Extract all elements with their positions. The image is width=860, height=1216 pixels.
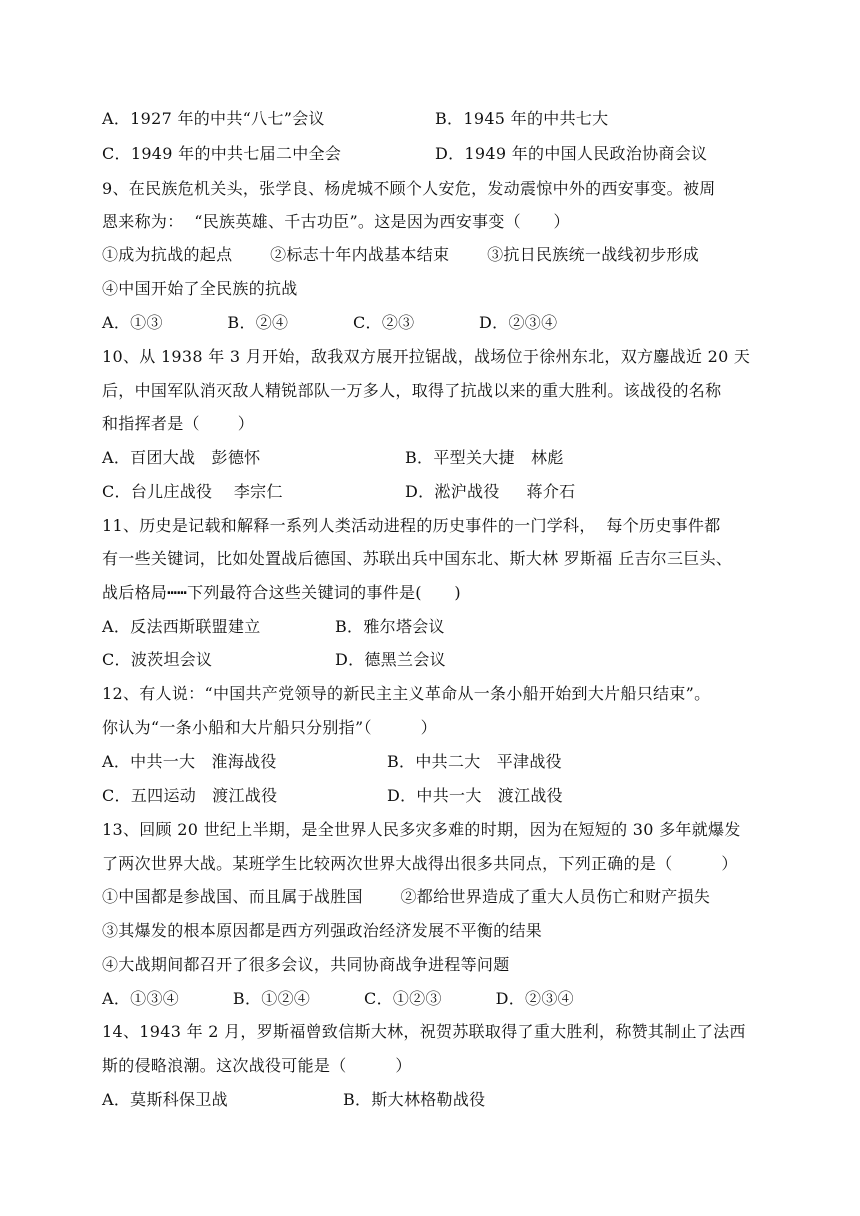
question-13-statement-3: ③其爆发的根本原因都是西方列强政治经济发展不平衡的结果	[102, 921, 543, 940]
question-14-text: 14、1943 年 2 月，罗斯福曾致信斯大林，祝贺苏联取得了重大胜利，称赞其制止了法西	[102, 1022, 746, 1041]
option-b: B．中共二大 平津战役	[387, 752, 562, 771]
option-d: D．德黑兰会议	[335, 650, 446, 669]
question-9-statement-4: ④中国开始了全民族的抗战	[102, 279, 298, 298]
option-a: A．百团大战 彭德怀	[102, 448, 261, 467]
question-13-options: A．①③④ B．①②④ C．①②③ D．②③④	[102, 989, 574, 1008]
question-10-options-cd	[102, 482, 576, 502]
question-13-statement-4: ④大战期间都召开了很多会议，共同协商战争进程等问题	[102, 955, 510, 974]
option-d: D．中共一大 渡江战役	[387, 786, 563, 805]
option-c: C．五四运动 渡江战役	[102, 786, 278, 805]
question-10-text: 10、从 1938 年 3 月开始，敌我双方展开拉锯战，战场位于徐州东北，双方鏖战近 20 天	[102, 347, 751, 366]
question-9-text-cont: 恩来称为： “民族英雄、千古功臣”。这是因为西安事变（ ）	[102, 212, 570, 231]
question-12-text: 12、有人说：“中国共产党领导的新民主主义革命从一条小船开始到大片船只结束”。	[102, 684, 711, 703]
option-b: B．平型关大捷 林彪	[405, 448, 564, 467]
option-d: D．淞沪战役 蒋介石	[405, 482, 576, 501]
question-11-text-end: 战后格局┅┅下列最符合这些关键词的事件是( )	[102, 583, 461, 602]
question-14-options-ab	[102, 1090, 486, 1110]
line-1	[102, 109, 609, 129]
question-11-options-ab	[102, 617, 445, 637]
option-d: D．1949 年的中国人民政治协商会议	[435, 144, 708, 163]
question-10-text-cont: 后，中国军队消灭敌人精锐部队一万多人，取得了抗战以来的重大胜利。该战役的名称	[102, 381, 722, 400]
question-13-statements: ①中国都是参战国、而且属于战胜国 ②都给世界造成了重大人员伤亡和财产损失	[102, 887, 711, 906]
option-a: A．莫斯科保卫战	[102, 1090, 228, 1109]
question-12-text-cont: 你认为“一条小船和大片船只分别指”（ ）	[102, 718, 437, 737]
question-12-options-cd	[102, 786, 563, 806]
question-9-options: A．①③ B．②④ C．②③ D．②③④	[102, 313, 558, 332]
option-a: A．1927 年的中共“八七”会议	[102, 109, 325, 128]
option-b: B．斯大林格勒战役	[343, 1090, 486, 1109]
question-10-text-end: 和指挥者是（ ）	[102, 414, 255, 433]
option-c: C．1949 年的中共七届二中全会	[102, 144, 342, 163]
option-b: B．雅尔塔会议	[335, 617, 445, 636]
option-a: A．反法西斯联盟建立	[102, 617, 261, 636]
option-b: B．1945 年的中共七大	[435, 109, 609, 128]
question-9-text: 9、在民族危机关头，张学良、杨虎城不顾个人安危，发动震惊中外的西安事变。被周	[102, 179, 716, 198]
question-9-statements: ①成为抗战的起点 ②标志十年内战基本结束 ③抗日民族统一战线初步形成	[102, 245, 700, 264]
question-10-options-ab	[102, 448, 564, 468]
question-11-options-cd	[102, 650, 446, 670]
option-c: C．台儿庄战役 李宗仁	[102, 482, 283, 501]
option-c: C．波茨坦会议	[102, 650, 213, 669]
line-2	[102, 144, 708, 164]
question-11-text: 11、历史是记载和解释一系列人类活动进程的历史事件的一门学科， 每个历史事件都	[102, 516, 721, 535]
question-13-text-cont: 了两次世界大战。某班学生比较两次世界大战得出很多共同点，下列正确的是（ ）	[102, 854, 738, 873]
question-14-text-cont: 斯的侵略浪潮。这次战役可能是（ ）	[102, 1056, 412, 1075]
question-11-text-cont: 有一些关键词，比如处置战后德国、苏联出兵中国东北、斯大林 罗斯福 丘吉尔三巨头、	[102, 549, 733, 568]
question-13-text: 13、回顾 20 世纪上半期，是全世界人民多灾多难的时期，因为在短短的 30 多年就爆发	[102, 820, 741, 839]
question-12-options-ab	[102, 752, 562, 772]
option-a: A．中共一大 淮海战役	[102, 752, 277, 771]
